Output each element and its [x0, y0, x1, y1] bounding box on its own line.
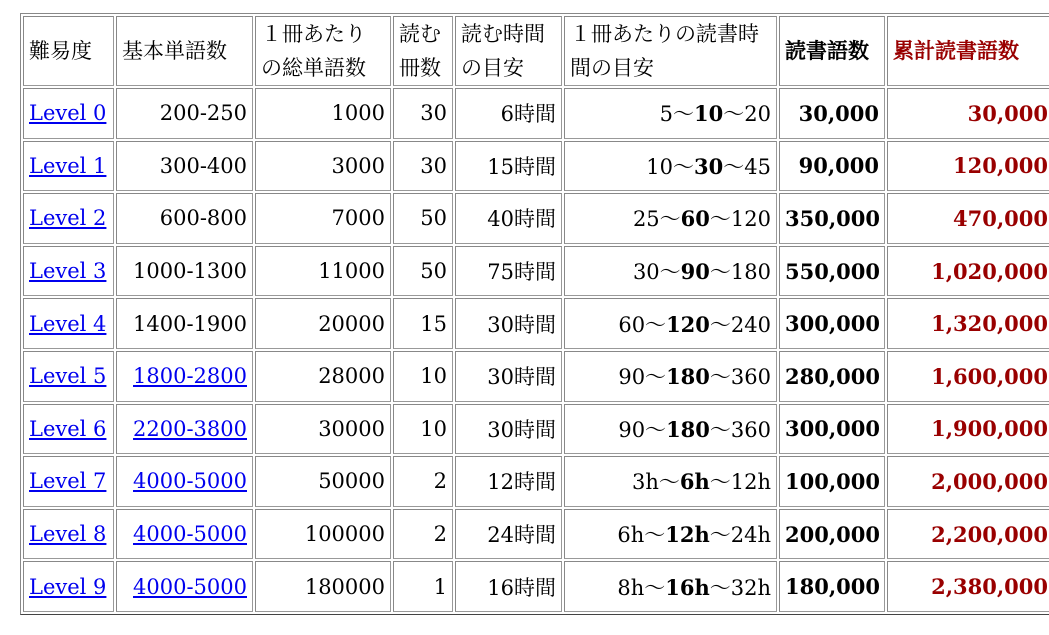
books-cell: 10: [393, 351, 453, 402]
words-read-cell: 180,000: [779, 561, 885, 612]
cumulative-words-cell: 1,600,000: [887, 351, 1049, 402]
words-per-book-cell: 20000: [255, 298, 391, 349]
time-per-book-max: 〜240: [709, 312, 771, 337]
base-words-link[interactable]: 4000-5000: [133, 522, 247, 547]
base-words-link[interactable]: 2200-3800: [133, 416, 247, 441]
level-cell: [23, 246, 114, 297]
cumulative-words-cell: 1,900,000: [887, 404, 1049, 455]
base-words-cell: 1000-1300: [116, 246, 253, 297]
time-per-book-min: 60〜: [618, 312, 667, 337]
words-per-book-cell: 7000: [255, 193, 391, 244]
words-read-cell: 200,000: [779, 509, 885, 560]
time-per-book-cell: [564, 561, 777, 612]
level-link[interactable]: Level 4: [29, 311, 107, 336]
reading-time-cell: 6時間: [455, 88, 562, 139]
time-per-book-typical: 16h: [665, 574, 710, 600]
header-row: [23, 16, 1049, 86]
header-books-to-read-text: 読む冊数: [399, 22, 441, 80]
words-per-book-cell: 100000: [255, 509, 391, 560]
header-words-read: 読書語数: [779, 16, 885, 86]
base-words-cell: 300-400: [116, 141, 253, 192]
books-cell: 30: [393, 88, 453, 139]
time-per-book-max: 〜32h: [709, 575, 771, 600]
time-per-book-cell: [564, 88, 777, 139]
time-per-book-typical: 180: [666, 364, 710, 390]
time-per-book-cell: [564, 351, 777, 402]
time-per-book-cell: [564, 193, 777, 244]
level-cell: [23, 561, 114, 612]
table-row: [23, 404, 1049, 455]
reading-time-cell: 16時間: [455, 561, 562, 612]
time-per-book-min: 10〜: [646, 154, 695, 179]
time-per-book-cell: [564, 404, 777, 455]
table-row: [23, 193, 1049, 244]
cumulative-words-cell: 2,200,000: [887, 509, 1049, 560]
base-words-link[interactable]: 1800-2800: [133, 364, 247, 389]
time-per-book-max: 〜24h: [709, 523, 771, 548]
time-per-book-cell: [564, 298, 777, 349]
words-read-cell: 90,000: [779, 141, 885, 192]
header-reading-time-text: 読む時間の目安: [461, 22, 545, 80]
time-per-book-cell: [564, 456, 777, 507]
level-link[interactable]: Level 9: [29, 574, 107, 599]
time-per-book-typical: 90: [680, 259, 710, 285]
level-cell: [23, 298, 114, 349]
header-base-words: 基本単語数: [116, 16, 253, 86]
words-per-book-cell: 11000: [255, 246, 391, 297]
level-link[interactable]: Level 5: [29, 364, 107, 389]
time-per-book-typical: 6h: [679, 469, 710, 495]
time-per-book-max: 〜20: [723, 102, 771, 127]
cumulative-words-cell: 2,000,000: [887, 456, 1049, 507]
time-per-book-min: 6h〜: [617, 523, 666, 548]
base-words-cell: [116, 404, 253, 455]
base-words-cell: [116, 351, 253, 402]
cumulative-words-cell: 1,020,000: [887, 246, 1049, 297]
books-cell: 1: [393, 561, 453, 612]
reading-time-cell: 24時間: [455, 509, 562, 560]
level-cell: [23, 351, 114, 402]
time-per-book-typical: 10: [694, 101, 724, 127]
words-read-cell: 550,000: [779, 246, 885, 297]
reading-time-cell: 12時間: [455, 456, 562, 507]
level-link[interactable]: Level 7: [29, 469, 107, 494]
time-per-book-cell: [564, 141, 777, 192]
cumulative-words-cell: 470,000: [887, 193, 1049, 244]
words-per-book-cell: 30000: [255, 404, 391, 455]
words-read-cell: 100,000: [779, 456, 885, 507]
header-time-per-book: [564, 16, 777, 86]
table-row: [23, 246, 1049, 297]
reading-time-cell: 30時間: [455, 404, 562, 455]
time-per-book-min: 90〜: [618, 417, 667, 442]
base-words-link[interactable]: 4000-5000: [133, 469, 247, 494]
base-words-cell: [116, 561, 253, 612]
base-words-cell: [116, 509, 253, 560]
time-per-book-min: 8h〜: [617, 575, 666, 600]
time-per-book-max: 〜45: [723, 154, 771, 179]
books-cell: 2: [393, 456, 453, 507]
level-cell: [23, 456, 114, 507]
books-cell: 2: [393, 509, 453, 560]
words-read-cell: 280,000: [779, 351, 885, 402]
time-per-book-typical: 120: [666, 311, 710, 337]
books-cell: 10: [393, 404, 453, 455]
level-link[interactable]: Level 2: [29, 206, 107, 231]
header-words-per-book-text: １冊あたりの総単語数: [261, 22, 366, 80]
level-cell: [23, 141, 114, 192]
reading-time-cell: 30時間: [455, 298, 562, 349]
table-row: [23, 509, 1049, 560]
time-per-book-cell: [564, 509, 777, 560]
cumulative-words-cell: 120,000: [887, 141, 1049, 192]
time-per-book-min: 5〜: [659, 102, 695, 127]
time-per-book-min: 90〜: [618, 365, 667, 390]
level-link[interactable]: Level 6: [29, 416, 107, 441]
cumulative-words-cell: 1,320,000: [887, 298, 1049, 349]
reading-time-cell: 40時間: [455, 193, 562, 244]
time-per-book-min: 30〜: [632, 260, 681, 285]
table-row: [23, 561, 1049, 612]
level-link[interactable]: Level 8: [29, 522, 107, 547]
time-per-book-typical: 180: [666, 416, 710, 442]
words-per-book-cell: 50000: [255, 456, 391, 507]
words-read-cell: 30,000: [779, 88, 885, 139]
table-row: [23, 351, 1049, 402]
time-per-book-max: 〜12h: [709, 470, 771, 495]
table-row: [23, 141, 1049, 192]
reading-time-cell: 75時間: [455, 246, 562, 297]
time-per-book-typical: 60: [680, 206, 710, 232]
time-per-book-typical: 12h: [665, 522, 710, 548]
level-link[interactable]: Level 0: [29, 101, 107, 126]
words-per-book-cell: 3000: [255, 141, 391, 192]
time-per-book-max: 〜360: [709, 365, 771, 390]
level-link[interactable]: Level 3: [29, 259, 107, 284]
time-per-book-cell: [564, 246, 777, 297]
time-per-book-min: 25〜: [632, 207, 681, 232]
header-time-per-book-text: １冊あたりの読書時間の目安: [570, 22, 759, 80]
reading-plan-table: [20, 13, 1049, 615]
books-cell: 15: [393, 298, 453, 349]
level-cell: [23, 88, 114, 139]
words-read-cell: 350,000: [779, 193, 885, 244]
words-read-cell: 300,000: [779, 298, 885, 349]
level-link[interactable]: Level 1: [29, 153, 107, 178]
reading-time-cell: 30時間: [455, 351, 562, 402]
words-per-book-cell: 28000: [255, 351, 391, 402]
header-books-to-read: [393, 16, 453, 86]
reading-time-cell: 15時間: [455, 141, 562, 192]
level-cell: [23, 404, 114, 455]
header-difficulty: 難易度: [23, 16, 114, 86]
level-cell: [23, 193, 114, 244]
table-row: [23, 298, 1049, 349]
base-words-link[interactable]: 4000-5000: [133, 574, 247, 599]
header-words-per-book: [255, 16, 391, 86]
base-words-cell: 200-250: [116, 88, 253, 139]
base-words-cell: 600-800: [116, 193, 253, 244]
time-per-book-max: 〜360: [709, 417, 771, 442]
books-cell: 30: [393, 141, 453, 192]
cumulative-words-cell: 30,000: [887, 88, 1049, 139]
base-words-cell: [116, 456, 253, 507]
time-per-book-max: 〜180: [709, 260, 771, 285]
header-cumulative-words: 累計読書語数: [887, 16, 1049, 86]
level-cell: [23, 509, 114, 560]
words-per-book-cell: 180000: [255, 561, 391, 612]
cumulative-words-cell: 2,380,000: [887, 561, 1049, 612]
base-words-cell: 1400-1900: [116, 298, 253, 349]
time-per-book-min: 3h〜: [631, 470, 680, 495]
books-cell: 50: [393, 193, 453, 244]
table-row: [23, 456, 1049, 507]
header-reading-time: [455, 16, 562, 86]
books-cell: 50: [393, 246, 453, 297]
time-per-book-typical: 30: [694, 153, 724, 179]
table-row: [23, 88, 1049, 139]
words-per-book-cell: 1000: [255, 88, 391, 139]
words-read-cell: 300,000: [779, 404, 885, 455]
time-per-book-max: 〜120: [709, 207, 771, 232]
